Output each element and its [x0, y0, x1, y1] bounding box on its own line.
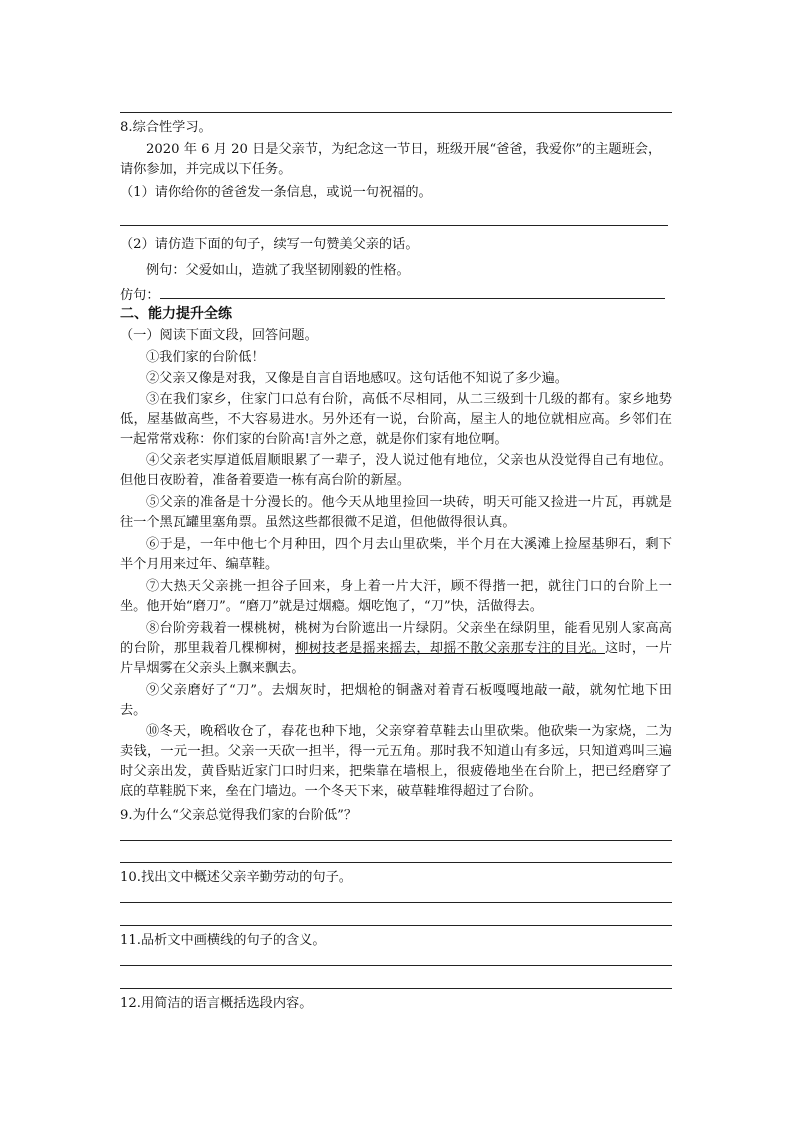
answer-line-q11-1	[120, 965, 672, 966]
passage-p10: ⑩冬天，晚稻收仓了，春花也种下地，父亲穿着草鞋去山里砍柴。他砍柴一为家烧，二为卖钱，一元一担。父亲一天砍一担半，得一元五角。那时我不知道山有多远，只知道鸡叫三遍时父亲出发，黄昏贴近家门口时归来，把柴靠在墙根上，很疲倦地坐在台阶上，把已经磨穿了底的草鞋脱下来，垒在门墙边。一个冬天下来，破草鞋堆得超过了台阶。	[120, 724, 672, 799]
section2-sub: （一）阅读下面文段，回答问题。	[120, 328, 318, 343]
q8-intro-line1: 2020 年 6 月 20 日是父亲节，为纪念这一节日，班级开展“爸爸，我爱你”的主题班会，	[146, 142, 662, 157]
p8-text-b: 这时，一片片旱烟雾在父亲头上飘来飘去。	[120, 641, 673, 676]
answer-line-q9-2	[120, 862, 672, 863]
passage-p7: ⑦大热天父亲挑一担谷子回来，身上着一片大汗，顾不得揩一把，就往门口的台阶上一坐。他开始“磨刀”。“磨刀”就是过烟瘾。烟吃饱了，“刀”快，活做得去。	[120, 579, 672, 614]
answer-line-q9-1	[120, 840, 672, 841]
q10: 10.找出文中概述父亲辛勤劳动的句子。	[120, 870, 352, 885]
q8-task1: （1）请你给你的爸爸发一条信息，或说一句祝福的。	[120, 185, 432, 200]
passage-p4: ④父亲老实厚道低眉顺眼累了一辈子，没人说过他有地位，父亲也从没觉得自己有地位。但他日夜盼着，准备着要造一栋有高台阶的新屋。	[120, 453, 672, 488]
passage-p5: ⑤父亲的准备是十分漫长的。他今天从地里捡回一块砖，明天可能又捡进一片瓦，再就是往一个黑瓦罐里塞角票。虽然这些都很微不足道，但他做得很认真。	[120, 495, 672, 530]
passage-p3: ③在我们家乡，住家门口总有台阶，高低不尽相同，从二三级到十几级的都有。家乡地势低，屋基做高些，不大容易进水。另外还有一说，台阶高，屋主人的地位就相应高。乡邻们在一起常常戏称：你们家的台阶高!言外之意，就是你们家有地位啊。	[120, 392, 672, 447]
q9: 9.为什么“父亲总觉得我们家的台阶低”？	[120, 808, 358, 823]
imitate-label: 仿句：	[120, 288, 160, 303]
answer-line-q10-2	[120, 925, 672, 926]
q8-intro-line2: 请你参加，并完成以下任务。	[120, 162, 292, 177]
answer-line-q11-2	[120, 988, 672, 989]
passage-p9: ⑨父亲磨好了“刀”。去烟灰时，把烟枪的铜盏对着青石板嘎嘎地敲一敲，就匆忙地下田去。	[120, 683, 672, 718]
q12: 12.用简洁的语言概括选段内容。	[120, 996, 313, 1011]
section2-title: 二、能力提升全练	[120, 306, 232, 322]
underlined-sentence: 柳树技老是摇来摇去，却摇不散父亲那专注的目光。	[295, 641, 605, 656]
q8-example: 例句：父爱如山，造就了我坚韧刚毅的性格。	[146, 263, 410, 278]
top-rule	[120, 112, 672, 113]
passage-p1: ①我们家的台阶低！	[146, 350, 265, 365]
q11: 11.品析文中画横线的句子的含义。	[120, 933, 326, 948]
q8-title: 8.综合性学习。	[120, 120, 212, 135]
answer-line-q10-1	[120, 902, 672, 903]
passage-p8	[120, 619, 672, 679]
passage-p2: ②父亲又像是对我，又像是自言自语地感叹。这句话他不知说了多少遍。	[146, 371, 568, 386]
q8-imitate	[120, 286, 665, 305]
p8-text-a: ⑧台阶旁栽着一棵桃树，桃树为台阶遮出一片绿阴。父亲坐在绿阴里，能看见别人家高高的台阶，那里栽着几棵柳树，	[120, 621, 672, 656]
imitate-answer-line	[160, 286, 665, 299]
passage-p6: ⑥于是，一年中他七个月种田，四个月去山里砍柴，半个月在大溪滩上捡屋基卵石，剩下半个月用来过年、编草鞋。	[120, 537, 672, 572]
q8-task2: （2）请仿造下面的句子，续写一句赞美父亲的话。	[120, 237, 419, 252]
answer-line-task1	[120, 225, 668, 226]
